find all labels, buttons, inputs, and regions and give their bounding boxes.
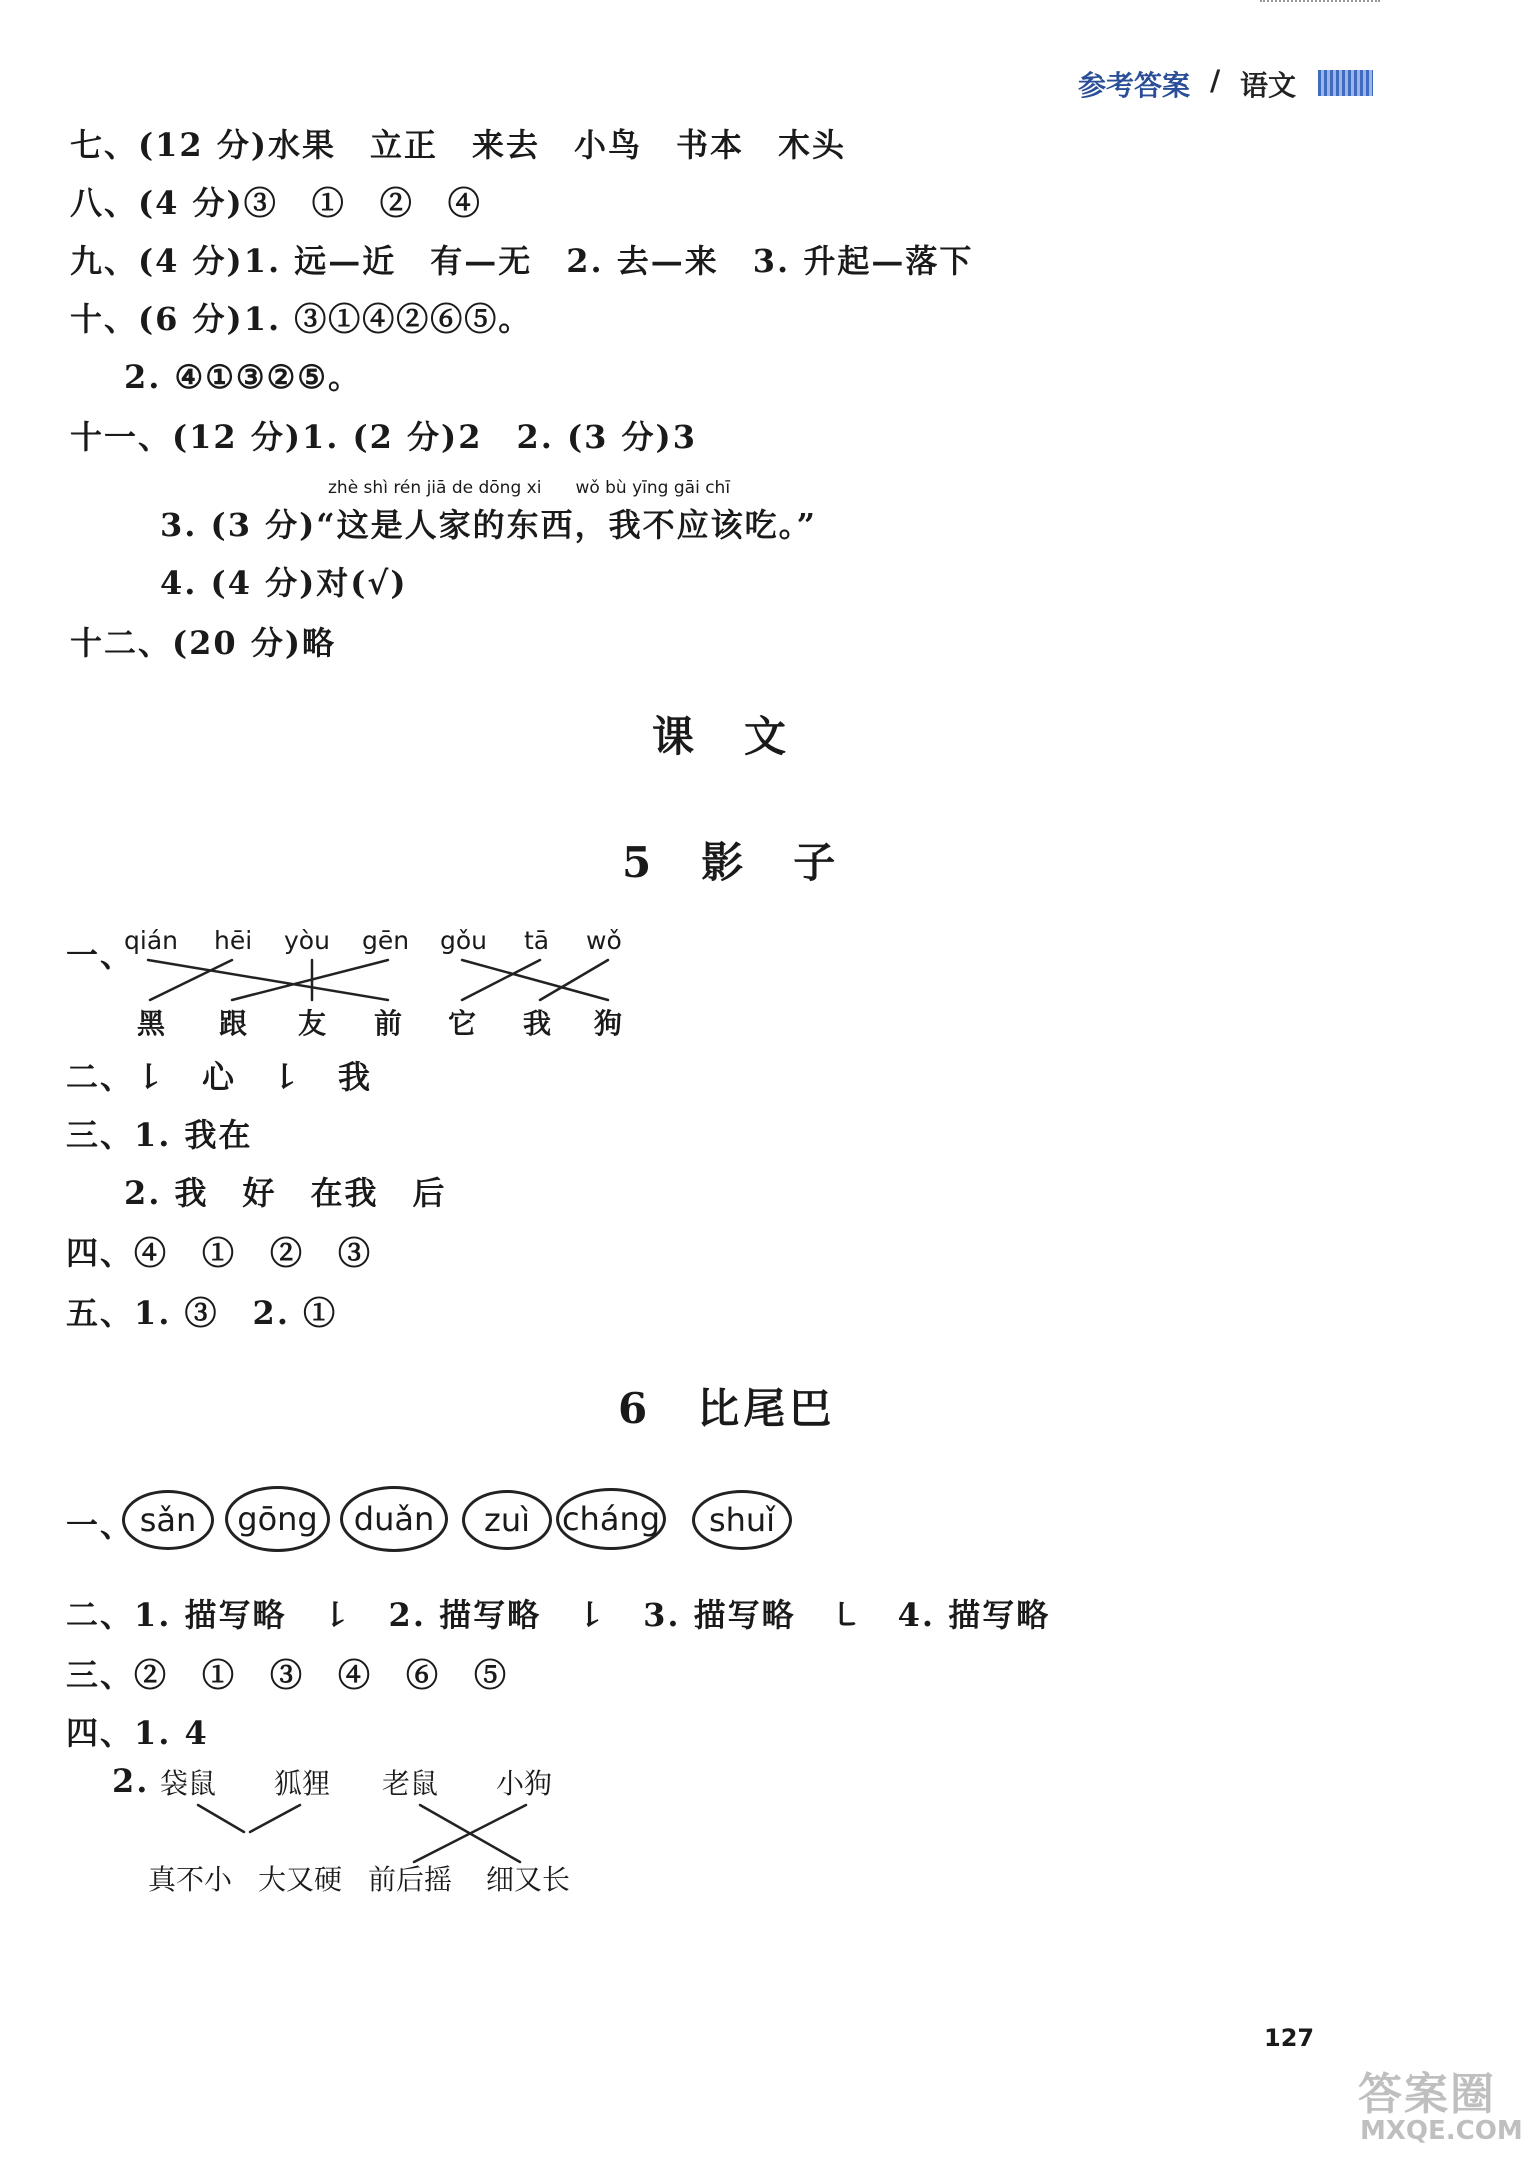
answer-q8: 八、(4 分)③ ① ② ④	[70, 184, 482, 222]
answer-q12: 十二、(20 分)略	[70, 624, 336, 662]
hanzi-item: 它	[448, 1007, 477, 1040]
hanzi-item: 友	[298, 1007, 327, 1040]
pinyin-oval: gōng	[225, 1486, 330, 1552]
answer-q7: 七、(12 分)水果 立正 来去 小鸟 书本 木头	[70, 126, 846, 164]
top-dotted-rule	[1260, 0, 1380, 4]
lesson6-q2: 二、1. 描写略 ㇙ 2. 描写略 ㇙ 3. 描写略 ㇄ 4. 描写略	[66, 1596, 1051, 1634]
header-label: 参考答案	[1078, 69, 1191, 102]
pinyin-oval: sǎn	[122, 1490, 214, 1550]
pinyin-item: gēn	[362, 926, 410, 955]
lesson-6-title: 6 比尾巴	[618, 1384, 836, 1433]
hanzi-item: 前	[374, 1007, 403, 1040]
hanzi-item: 狗	[594, 1007, 623, 1040]
header-decor-bar	[1318, 70, 1373, 96]
watermark-url: MXQE.COM	[1360, 2116, 1523, 2146]
header-separator: /	[1210, 64, 1221, 97]
lesson6-q1-prefix: 一、	[66, 1506, 135, 1544]
pinyin-oval: duǎn	[340, 1486, 448, 1552]
animal-item: 狐狸	[274, 1767, 331, 1800]
answer-q11-3: 3. (3 分)“这是人家的东西，我不应该吃。”	[160, 506, 818, 544]
pinyin-item: gǒu	[440, 926, 488, 955]
trait-item: 细又长	[486, 1863, 571, 1896]
lesson5-q3-2: 2. 我 好 在我 后	[124, 1174, 447, 1212]
lesson6-q4-2-number: 2.	[112, 1762, 150, 1800]
section-title: 课 文	[652, 712, 791, 761]
page-number: 127	[1264, 2024, 1315, 2052]
pinyin-item: wǒ	[586, 926, 622, 955]
lesson5-q1-prefix: 一、	[66, 936, 135, 974]
pinyin-oval: cháng	[556, 1488, 666, 1550]
lesson6-q3: 三、② ① ③ ④ ⑥ ⑤	[66, 1656, 509, 1694]
answer-q11-1: 十一、(12 分)1. (2 分)2 2. (3 分)3	[70, 418, 697, 456]
lesson5-q4: 四、④ ① ② ③	[66, 1234, 373, 1272]
pinyin-item: tā	[524, 926, 550, 955]
hanzi-item: 我	[523, 1007, 552, 1040]
lesson5-q3-1: 三、1. 我在	[66, 1116, 253, 1154]
animal-item: 老鼠	[382, 1767, 439, 1800]
animal-item: 袋鼠	[160, 1767, 217, 1800]
trait-item: 前后摇	[368, 1863, 453, 1896]
lesson5-q2: 二、㇙ 心 ㇙ 我	[66, 1058, 373, 1096]
answer-q10-1: 十、(6 分)1. ③①④②⑥⑤。	[70, 300, 533, 338]
lesson6-match-lines	[0, 0, 700, 1870]
lesson5-q5: 五、1. ③ 2. ①	[66, 1294, 338, 1332]
hanzi-item: 跟	[219, 1007, 248, 1040]
answer-q10-2: 2. ④①③②⑤。	[124, 358, 362, 396]
answer-q9: 九、(4 分)1. 远—近 有—无 2. 去—来 3. 升起—落下	[70, 242, 974, 280]
pinyin-item: yòu	[284, 926, 330, 955]
answer-q11-4: 4. (4 分)对(√)	[160, 564, 408, 602]
pinyin-item: qián	[124, 926, 178, 955]
watermark-logo: 答案圈	[1358, 2069, 1496, 2120]
pinyin-oval: shuǐ	[692, 1490, 792, 1550]
pinyin-item: hēi	[214, 926, 253, 955]
animal-item: 小狗	[496, 1767, 553, 1800]
answer-q11-3-pinyin: zhè shì rén jiā de dōng xi wǒ bù yīng gāi chī	[328, 478, 731, 498]
lesson-5-title: 5 影 子	[622, 838, 840, 887]
trait-item: 大又硬	[258, 1863, 343, 1896]
header-subject: 语文	[1240, 69, 1297, 102]
pinyin-oval: zuì	[462, 1490, 552, 1550]
trait-item: 真不小	[148, 1863, 233, 1896]
hanzi-item: 黑	[137, 1007, 166, 1040]
lesson6-q4-1: 四、1. 4	[66, 1714, 209, 1752]
